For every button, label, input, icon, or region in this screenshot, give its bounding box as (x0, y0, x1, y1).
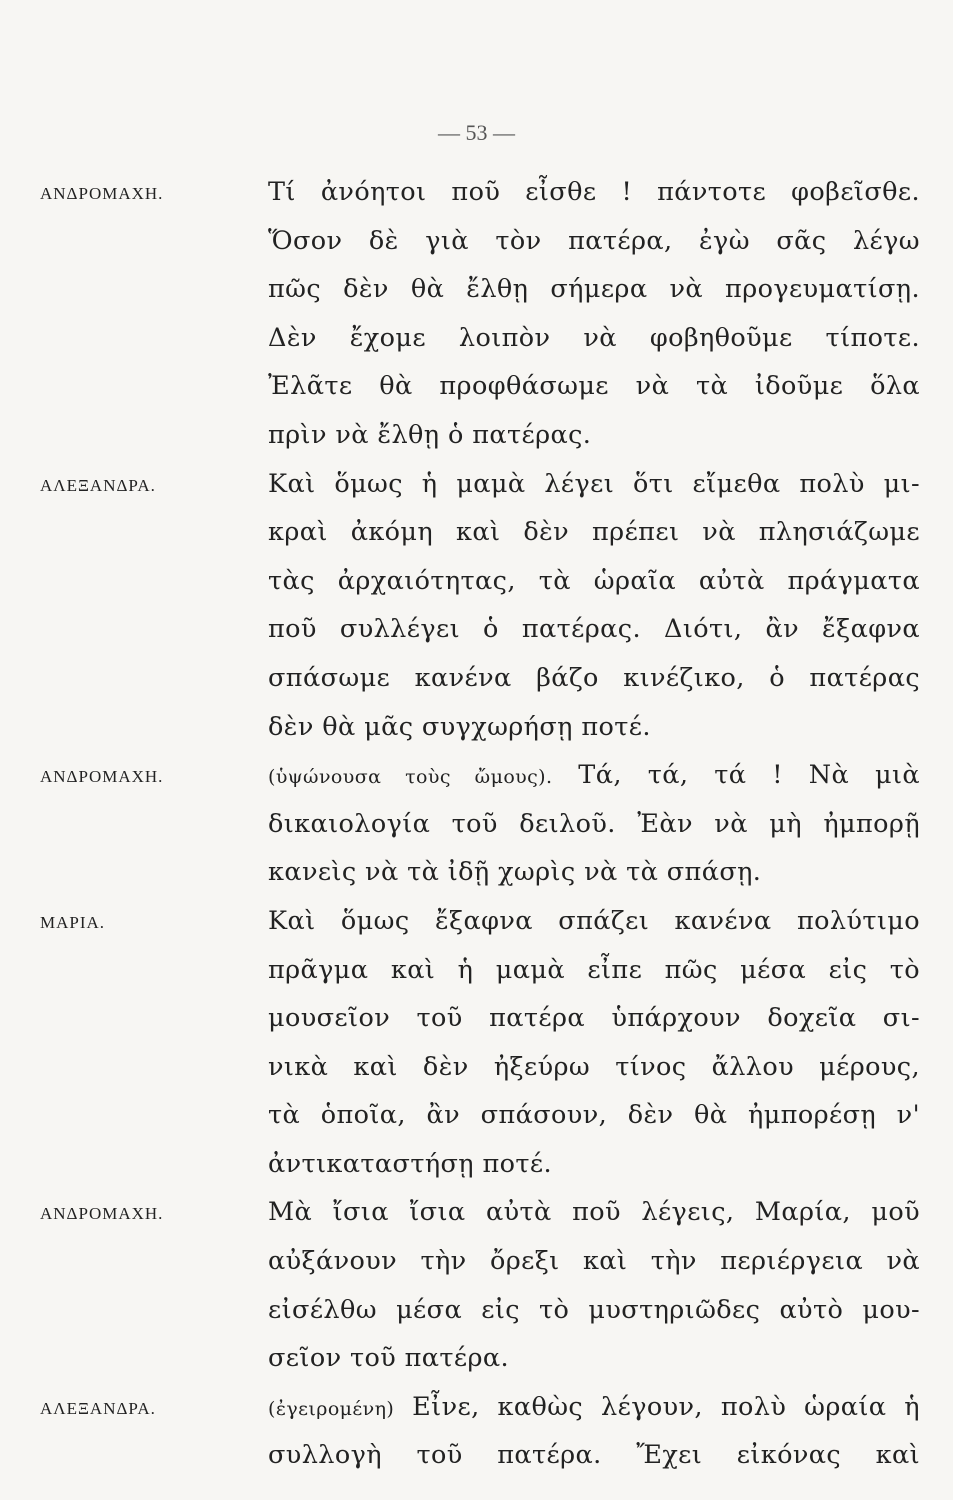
dialogue-line (268, 751, 920, 800)
speech (40, 1383, 920, 1480)
dialogue-line: Ὅσον δὲ γιὰ τὸν πατέρα, ἐγὼ σᾶς λέγω (268, 225, 920, 256)
dialogue-line: Ἐλᾶτε θὰ προφθάσωμε νὰ τὰ ἰδοῦμε ὅλα (268, 371, 920, 402)
dialogue-line: νικὰ καὶ δὲν ἠξεύρω τίνος ἄλλου μέρους, (268, 1051, 920, 1082)
speech (40, 751, 920, 897)
dialogue-line: σπάσωμε κανένα βάζο κινέζικο, ὁ πατέρας (268, 662, 920, 693)
dialogue-text (268, 168, 920, 460)
dialogue-line: πρὶν νὰ ἔλθῃ ὁ πατέρας. (268, 419, 592, 450)
dialogue-text (268, 897, 920, 1189)
dialogue-line: πρᾶγμα καὶ ἡ μαμὰ εἶπε πῶς μέσα εἰς τὸ (268, 954, 920, 985)
dialogue-text (268, 751, 920, 897)
dialogue-text (268, 1383, 920, 1480)
dialogue-line: αὐξάνουν τὴν ὄρεξι καὶ τὴν περιέργεια νὰ (268, 1246, 920, 1277)
dialogue-line (268, 1383, 920, 1432)
speaker-name: ΑΝΔΡΟΜΑΧΗ. (40, 1204, 164, 1224)
stage-direction: (ὑψώνουσα τοὺς ὤμους). (268, 766, 553, 789)
speaker-name: ΜΑΡΙΑ. (40, 912, 106, 932)
dialogue-line: τὰς ἀρχαιότητας, τὰ ὡραῖα αὐτὰ πράγματα (268, 565, 920, 596)
speech (40, 460, 920, 752)
dialogue-line: συλλογὴ τοῦ πατέρα. Ἔχει εἰκόνας καὶ (268, 1440, 920, 1471)
dialogue-text (268, 1188, 920, 1382)
speech (40, 1188, 920, 1382)
dialogue-line: μουσεῖον τοῦ πατέρα ὑπάρχουν δοχεῖα σι- (268, 1003, 920, 1034)
stage-direction: (ἐγειρομένη) (268, 1397, 395, 1420)
dialogue-line: τὰ ὁποῖα, ἂν σπάσουν, δὲν θὰ ἠμπορέσῃ ν' (268, 1100, 920, 1131)
dialogue-line: κραὶ ἀκόμη καὶ δὲν πρέπει νὰ πλησιάζωμε (268, 517, 920, 548)
dialogue-line: Καὶ ὅμως ἔξαφνα σπάζει κανένα πολύτιμο (268, 905, 920, 936)
speech (40, 897, 920, 1189)
dialogue-line: ποῦ συλλέγει ὁ πατέρας. Διότι, ἂν ἔξαφνα (268, 614, 920, 645)
speech (40, 168, 920, 460)
dialogue-line-text: Εἶνε, καθὼς λέγουν, πολὺ ὡραία ἡ (412, 1391, 920, 1422)
dialogue-line: Τί ἀνόητοι ποῦ εἶσθε ! πάντοτε φοβεῖσθε. (268, 177, 920, 207)
dialogue-script (40, 168, 920, 1480)
page-number: — 53 — (438, 120, 515, 145)
dialogue-line: Καὶ ὅμως ἡ μαμὰ λέγει ὅτι εἴμεθα πολὺ μι- (268, 468, 920, 499)
speaker-name: ΑΛΕΞΑΝΔΡΑ. (40, 475, 156, 495)
dialogue-line-text: Τά, τά, τά ! Νὰ μιὰ (578, 760, 920, 791)
dialogue-line: ἀντικαταστήσῃ ποτέ. (268, 1148, 553, 1179)
dialogue-line: δὲν θὰ μᾶς συγχωρήσῃ ποτέ. (268, 711, 651, 742)
speaker-name: ΑΝΔΡΟΜΑΧΗ. (40, 767, 164, 787)
dialogue-line: δικαιολογία τοῦ δειλοῦ. Ἐὰν νὰ μὴ ἠμπορῇ (268, 808, 920, 839)
speaker-name: ΑΛΕΞΑΝΔΡΑ. (40, 1398, 156, 1418)
dialogue-line: εἰσέλθω μέσα εἰς τὸ μυστηριῶδες αὐτὸ μου- (268, 1294, 920, 1325)
dialogue-text (268, 460, 920, 752)
dialogue-line: Μὰ ἴσια ἴσια αὐτὰ ποῦ λέγεις, Μαρία, μοῦ (268, 1197, 920, 1228)
dialogue-line: πῶς δὲν θὰ ἔλθῃ σήμερα νὰ προγευματίσῃ. (268, 274, 920, 305)
dialogue-line: Δὲν ἔχομε λοιπὸν νὰ φοβηθοῦμε τίποτε. (268, 322, 920, 353)
dialogue-line: σεῖον τοῦ πατέρα. (268, 1343, 510, 1374)
dialogue-line: κανεὶς νὰ τὰ ἰδῇ χωρὶς νὰ τὰ σπάσῃ. (268, 857, 762, 888)
speaker-name: ΑΝΔΡΟΜΑΧΗ. (40, 184, 164, 203)
